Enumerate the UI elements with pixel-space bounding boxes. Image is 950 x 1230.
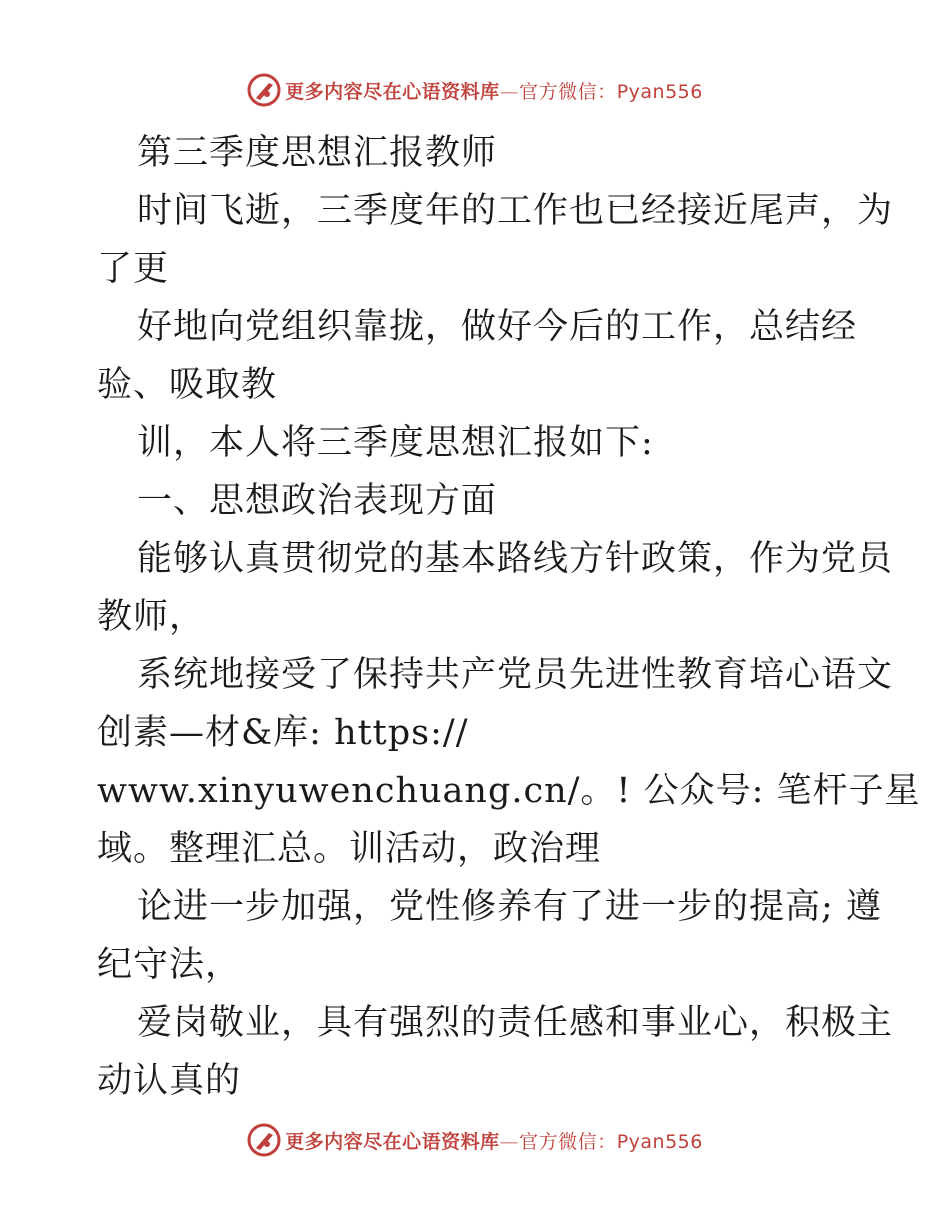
quill-logo-icon — [247, 1123, 281, 1157]
doc-line: 验、吸取教 — [97, 365, 278, 405]
doc-line: 时间飞逝，三季度年的工作也已经接近尾声，为 — [137, 191, 894, 231]
doc-line: 纪守法， — [97, 945, 242, 985]
doc-line: 域。整理汇总。训活动，政治理 — [97, 829, 602, 869]
doc-title: 第三季度思想汇报教师 — [137, 133, 498, 173]
doc-line: 一、思想政治表现方面 — [137, 481, 498, 521]
doc-line: 创素—材&库: https:// — [97, 713, 469, 753]
doc-line: 能够认真贯彻党的基本路线方针政策，作为党员 — [137, 539, 894, 579]
banner-text: 更多内容尽在心语资料库—官方微信：Pyan556 — [285, 1130, 703, 1153]
doc-line: 论进一步加强，党性修养有了进一步的提高; 遵 — [137, 887, 882, 927]
quill-logo-icon — [247, 73, 281, 107]
doc-line: 好地向党组织靠拢，做好今后的工作，总结经 — [137, 307, 858, 347]
document-body — [97, 124, 921, 1110]
doc-line: 训，本人将三季度思想汇报如下: — [137, 423, 654, 463]
footer-banner — [0, 1120, 950, 1160]
doc-line: 了更 — [97, 249, 170, 289]
doc-line: 爱岗敬业，具有强烈的责任感和事业心，积极主 — [137, 1003, 894, 1043]
banner-text: 更多内容尽在心语资料库—官方微信：Pyan556 — [285, 80, 703, 103]
doc-line: www.xinyuwenchuang.cn/。! 公众号: 笔杆子星 — [97, 771, 921, 811]
doc-line: 动认真的 — [97, 1061, 242, 1101]
header-banner — [0, 70, 950, 110]
doc-line: 教师， — [97, 597, 206, 637]
doc-line: 系统地接受了保持共产党员先进性教育培心语文 — [137, 655, 894, 695]
